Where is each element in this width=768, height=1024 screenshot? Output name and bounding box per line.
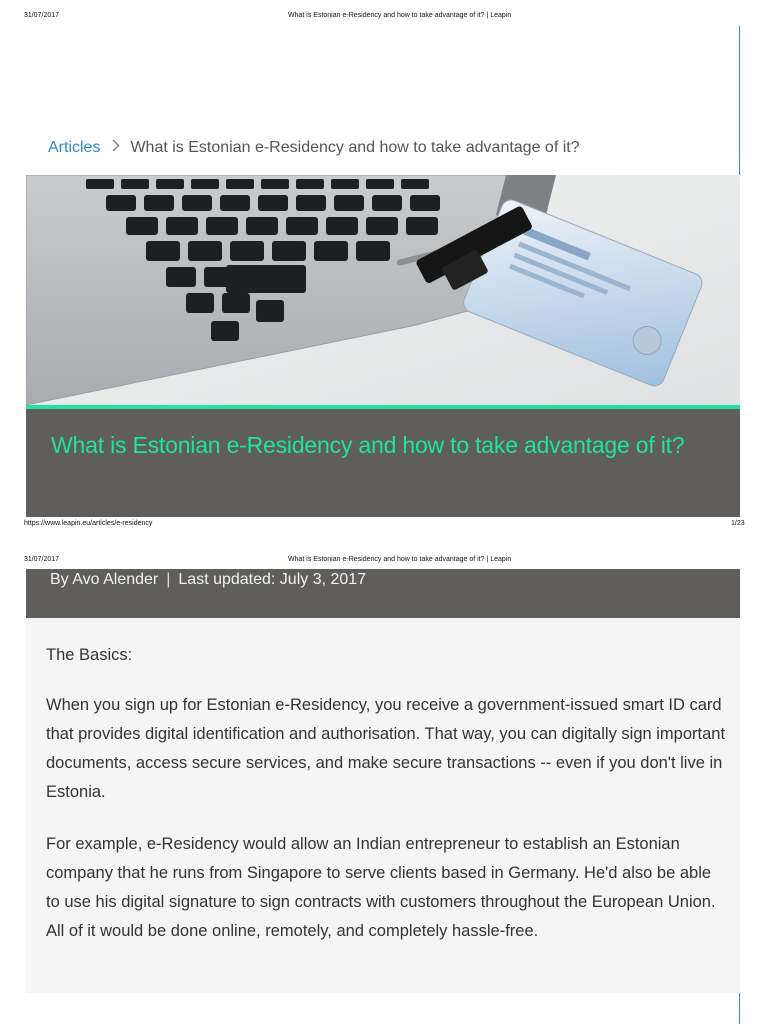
basics-heading: The Basics: — [46, 646, 133, 664]
print-url: https://www.leapin.eu/articles/e-residency — [24, 520, 153, 527]
print-page-number: 1/23 — [731, 520, 745, 527]
article-title: What is Estonian e-Residency and how to take advantage of it? — [51, 432, 685, 458]
print-date: 31/07/2017 — [24, 12, 60, 19]
print-title: What is Estonian e-Residency and how to take advantage of it? | Leapin — [288, 556, 512, 563]
breadcrumb-articles-link[interactable]: Articles — [48, 139, 101, 156]
byline-separator: | — [166, 571, 171, 588]
print-date: 31/07/2017 — [24, 556, 60, 563]
breadcrumb-current: What is Estonian e-Residency and how to take advantage of it? — [130, 139, 580, 156]
author: By Avo Alender — [50, 571, 159, 588]
article-title-banner — [26, 409, 740, 517]
byline — [50, 571, 366, 589]
laptop-with-id-card-reader-photo — [26, 175, 740, 405]
print-title: What is Estonian e-Residency and how to take advantage of it? | Leapin — [288, 12, 512, 19]
byline-banner — [26, 569, 740, 618]
breadcrumb — [48, 139, 580, 157]
chevron-right-icon — [112, 139, 120, 157]
article-paragraph: When you sign up for Estonian e-Residency, you receive a government-issued smart ID card that provides digital identification and authorisation. That way, you can digitally sign important documents, access secure services, and make secure transactions -- even if you don't live in Estonia. — [46, 696, 726, 801]
hero-image — [26, 175, 740, 405]
last-updated: Last updated: July 3, 2017 — [178, 571, 367, 588]
article-body — [26, 618, 740, 993]
article-paragraph: For example, e-Residency would allow an Indian entrepreneur to establish an Estonian company that he runs from Singapore to serve clients based in Germany. He'd also be able to use his digital signature to sign contracts with customers throughout the European Union. All of it would be done online, remotely, and completely hassle-free. — [46, 835, 716, 940]
